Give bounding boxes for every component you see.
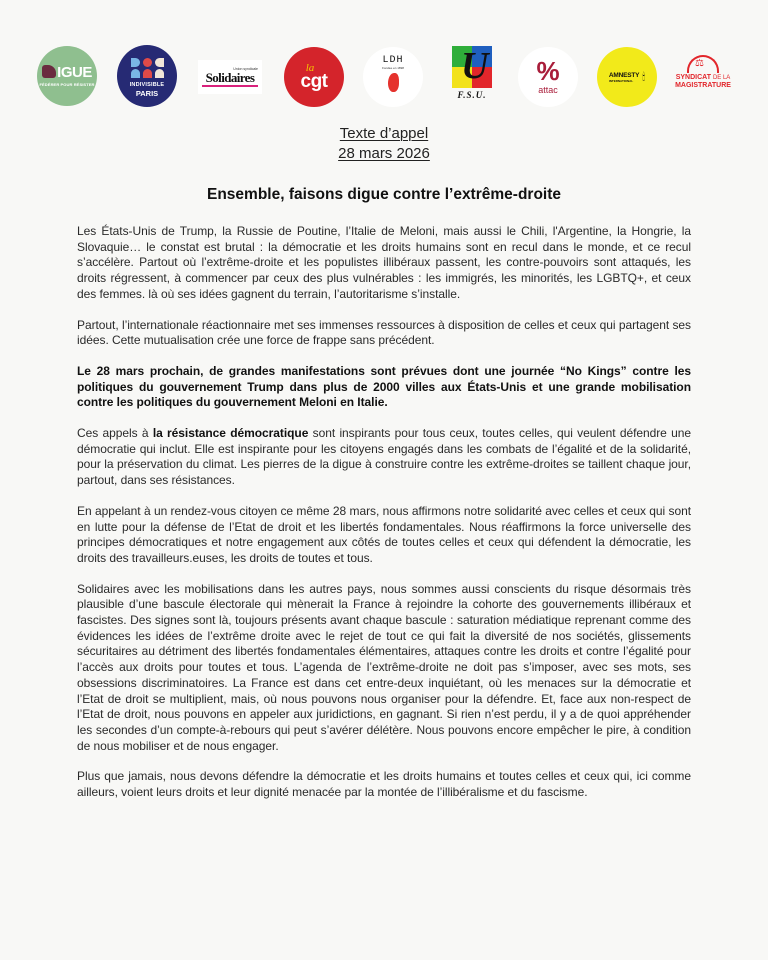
logo-text: SYNDICAT xyxy=(675,74,711,81)
logo-subtext: Fondée en 1898 xyxy=(382,66,404,70)
logo-subtext: MAGISTRATURE xyxy=(675,82,731,89)
paragraph: Plus que jamais, nous devons défendre la démocratie et les droits humains et toutes celles et ceux qui, ici comme ailleurs, voient leurs droits et leur dignité menacée par la montée de l’illibéralisme et du fascisme. xyxy=(77,769,691,800)
indivisible-pattern-icon xyxy=(131,58,164,78)
document-body xyxy=(77,224,691,816)
document-header xyxy=(0,124,768,164)
logo-underline xyxy=(202,85,258,87)
logo-la-digue xyxy=(37,46,97,106)
logo-amnesty-international xyxy=(597,47,657,107)
scales-of-justice-icon xyxy=(687,55,719,73)
text-segment: sont inspirants pour tous ceux, toutes celles, qui veulent défendre une démocratie qui inclut. Elle est inspirante pour les citoyens engagés dans les combats de l’égalité et de la solidarité, pour la préservation du climat. Les pierres de la digue à construire contre les extrême-droites se taillent chaque jour, partout, dans ses résistances. xyxy=(77,426,691,488)
logo-text: Solidaires xyxy=(205,70,255,85)
text-segment: Ces appels à xyxy=(77,426,153,441)
logo-text: U xyxy=(461,45,489,87)
paragraph: Les États-Unis de Trump, la Russie de Poutine, l’Italie de Meloni, mais aussi le Chili, l'Argentine, la Hongrie, la Slovaquie… le constat est brutal : la démocratie et les droits humains sont en recul dans le monde, et ce recul s’accélère. Partout où l’extrême-droite et les populistes illibéraux passent, les contre-pouvoirs sont attaqués, les droits régressent, à commencer par ceux des plus vulnérables : les immigrés, les minorités, les LGBTQ+, et ceux des femmes. là où ses idées gagnent du terrain, l’autoritarisme s’installe. xyxy=(77,224,691,301)
logo-fsu xyxy=(446,46,498,108)
logo-text-de-la: DE LA xyxy=(712,75,731,81)
logo-solidaires xyxy=(198,60,262,94)
paragraph xyxy=(77,426,691,489)
logo-subtext: INTERNATIONAL xyxy=(608,78,634,83)
logo-bar xyxy=(0,44,768,110)
logo-cgt xyxy=(284,47,344,107)
logo-indivisible-paris xyxy=(117,45,177,107)
paragraph: Partout, l’internationale réactionnaire met ses immenses ressources à disposition de celles et ceux qui partagent ses idées. Cette mutualisation crée une force de frappe sans précédent. xyxy=(77,317,691,348)
logo-text: cgt xyxy=(300,71,328,92)
emphasis: la résistance démocratique xyxy=(152,426,309,441)
logo-subtext: F.S.U. xyxy=(457,90,487,100)
logo-subtext: FÉDÉRER POUR RÉSISTER xyxy=(39,82,95,87)
fsu-color-blocks-icon xyxy=(452,46,492,88)
document-kind: Texte d’appel xyxy=(339,125,429,142)
logo-subtext: PARIS xyxy=(135,89,159,98)
digue-mark-icon xyxy=(42,65,56,78)
percent-icon: % xyxy=(536,56,560,86)
logo-ldh xyxy=(363,47,423,107)
candle-icon: 🕯︎ xyxy=(642,71,646,83)
logo-text: LDH xyxy=(382,55,404,66)
logo-text: AMNESTY xyxy=(608,71,640,79)
logo-attac xyxy=(518,47,578,107)
document-date: 28 mars 2026 xyxy=(338,145,430,162)
paragraph: Solidaires avec les mobilisations dans les autres pays, nous sommes aussi conscients du risque désormais très plausible d’une bascule électorale qui mènerait la France à rejoindre la cohorte des gouvernements illibéraux et fascistes. Des signes sont là, toujours présents avant chaque bascule : saturation médiatique reprenant comme des évidences les idées de l’extrême droite avec le rejet de tout ce qui fait la diversité de nos sociétés, glissements sécuritaires au détriment des libertés fondamentales élémentaires, attaques contre les droits et contre l’égalité pour l’accès aux droits pour toutes et tous. L’agenda de l’extrême-droite ne doit pas s’imposer, avec ses mots, ses obsessions discriminatoires. La France est dans cet entre-deux inquiétant, où les menaces sur la démocratie et l’Etat de droit se multiplient, mais, où nous pouvons nous organiser pour la défendre. Et, face aux non-respect de l’Etat de droit, nous pouvons en appeler aux juridictions, en gagnant. Si rien n’est perdu, il y a de quoi appréhender les secondes d’un compte-à-rebours qui peut s’avérer délétère. Nous pouvons encore empêcher le pire, à condition de nous mobiliser et de nous engager. xyxy=(77,581,691,753)
marianne-profile-icon xyxy=(388,73,399,92)
paragraph-highlight: Le 28 mars prochain, de grandes manifestations sont prévues dont une journée “No Kings” contre les politiques du gouvernement Trump dans plus de 2000 villes aux États-Unis et une grande mobilisation contre les politiques du gouvernement Meloni en Italie. xyxy=(77,363,691,410)
logo-subtext: la xyxy=(305,62,315,74)
logo-text: INDIVISIBLE xyxy=(129,82,165,88)
logo-syndicat-magistrature xyxy=(672,55,734,99)
page-title: Ensemble, faisons digue contre l’extrême-droite xyxy=(206,186,561,203)
logo-text: attac xyxy=(538,85,558,95)
paragraph: En appelant à un rendez-vous citoyen ce même 28 mars, nous affirmons notre solidarité avec celles et ceux qui sont en lutte pour la défense de l’Etat de droit et les libertés fondamentales. Nous réaffirmons la force universelle des principes démocratiques et notre engagement aux côtés de toutes celles et ceux qui défendent la démocratie, les droits des travailleurs.euses, les droits de toutes et tous. xyxy=(77,503,691,565)
logo-text: IGUE xyxy=(57,64,92,81)
logo-subtext: Union syndicale xyxy=(233,67,258,71)
